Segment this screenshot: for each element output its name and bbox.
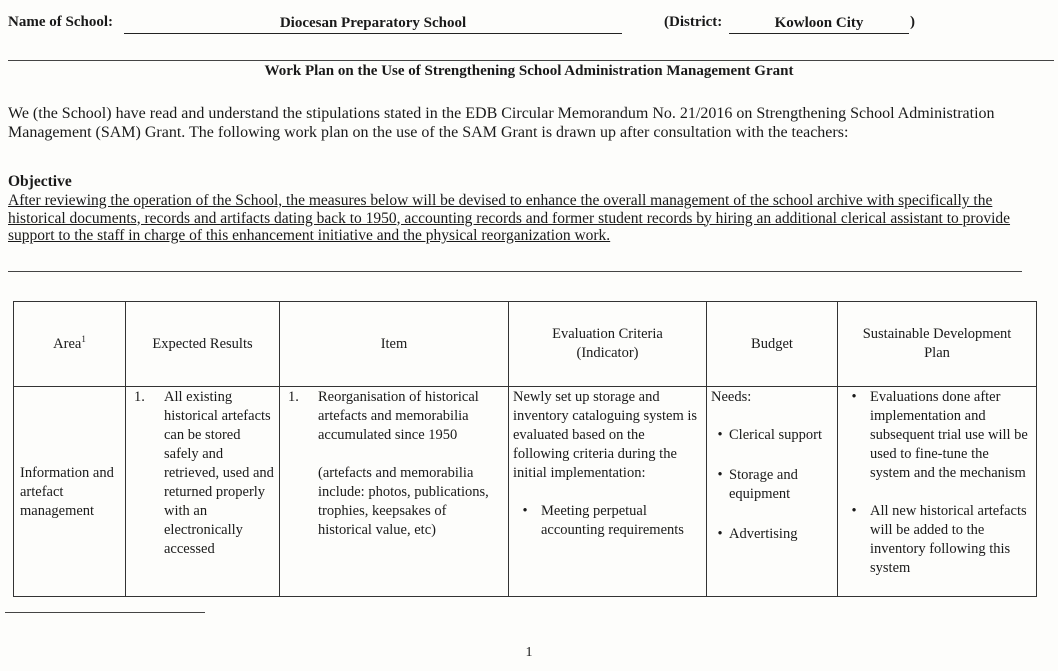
objective-heading: Objective	[8, 173, 72, 190]
district-label: (District:	[664, 14, 723, 30]
header-evaluation-criteria: Evaluation Criteria (Indicator)	[509, 302, 707, 387]
cell-budget: Needs: • Clerical support • Storage and equipment • Advertising	[707, 387, 838, 597]
cell-expected-results: 1. All existing historical artefacts can be stored safely and retrieved, used and returned properly with an electronically accessed	[126, 387, 280, 597]
page-title: Work Plan on the Use of Strengthening School Administration Management Grant	[264, 63, 794, 79]
footnote-rule	[5, 612, 205, 613]
intro-paragraph: We (the School) have read and understand the stipulations stated in the EDB Circular Memorandum No. 21/2016 on Strengthening School Administration Management (SAM) Grant. The following work plan on the use of the SAM Grant is drawn up after consultation with the teachers:	[8, 105, 995, 141]
table-header-row	[14, 302, 1037, 387]
cell-item: 1. Reorganisation of historical artefacts and memorabilia accumulated since 1950 (artefacts and memorabilia include: photos, publications, trophies, keepsakes of historical value, etc)	[280, 387, 509, 597]
header-rule	[8, 60, 1054, 61]
cell-sustainable-plan: • Evaluations done after implementation and subsequent trial use will be used to fine-tune the system and the mechanism • All new historical artefacts will be added to the inventory following this system	[838, 387, 1037, 597]
header-budget: Budget	[707, 302, 838, 387]
page-number: 1	[525, 645, 533, 660]
cell-area: Information and artefact management	[14, 387, 126, 597]
cell-evaluation-criteria: Newly set up storage and inventory cataloguing system is evaluated based on the following criteria during the initial implementation: • Meeting perpetual accounting requirements	[509, 387, 707, 597]
header-item: Item	[280, 302, 509, 387]
school-label: Name of School:	[8, 14, 113, 30]
district-name: Kowloon City	[729, 14, 909, 34]
table-row	[14, 387, 1037, 597]
objective-blank-line	[8, 271, 1022, 272]
header-expected-results: Expected Results	[126, 302, 280, 387]
header-sustainable-plan: Sustainable Development Plan	[838, 302, 1037, 387]
district-close: )	[910, 14, 915, 30]
work-plan-table	[13, 301, 1037, 597]
objective-text: After reviewing the operation of the School, the measures below will be devised to enhance the overall management of the school archive with specifically the historical documents, records and artifacts dating back to 1950, accounting records and former student records by hiring an additional clerical assistant to provide support to the staff in charge of this enhancement initiative and the physical reorganization work.	[8, 192, 1011, 244]
school-name: Diocesan Preparatory School	[124, 14, 622, 34]
header-area: Area$^1$	[14, 302, 126, 387]
